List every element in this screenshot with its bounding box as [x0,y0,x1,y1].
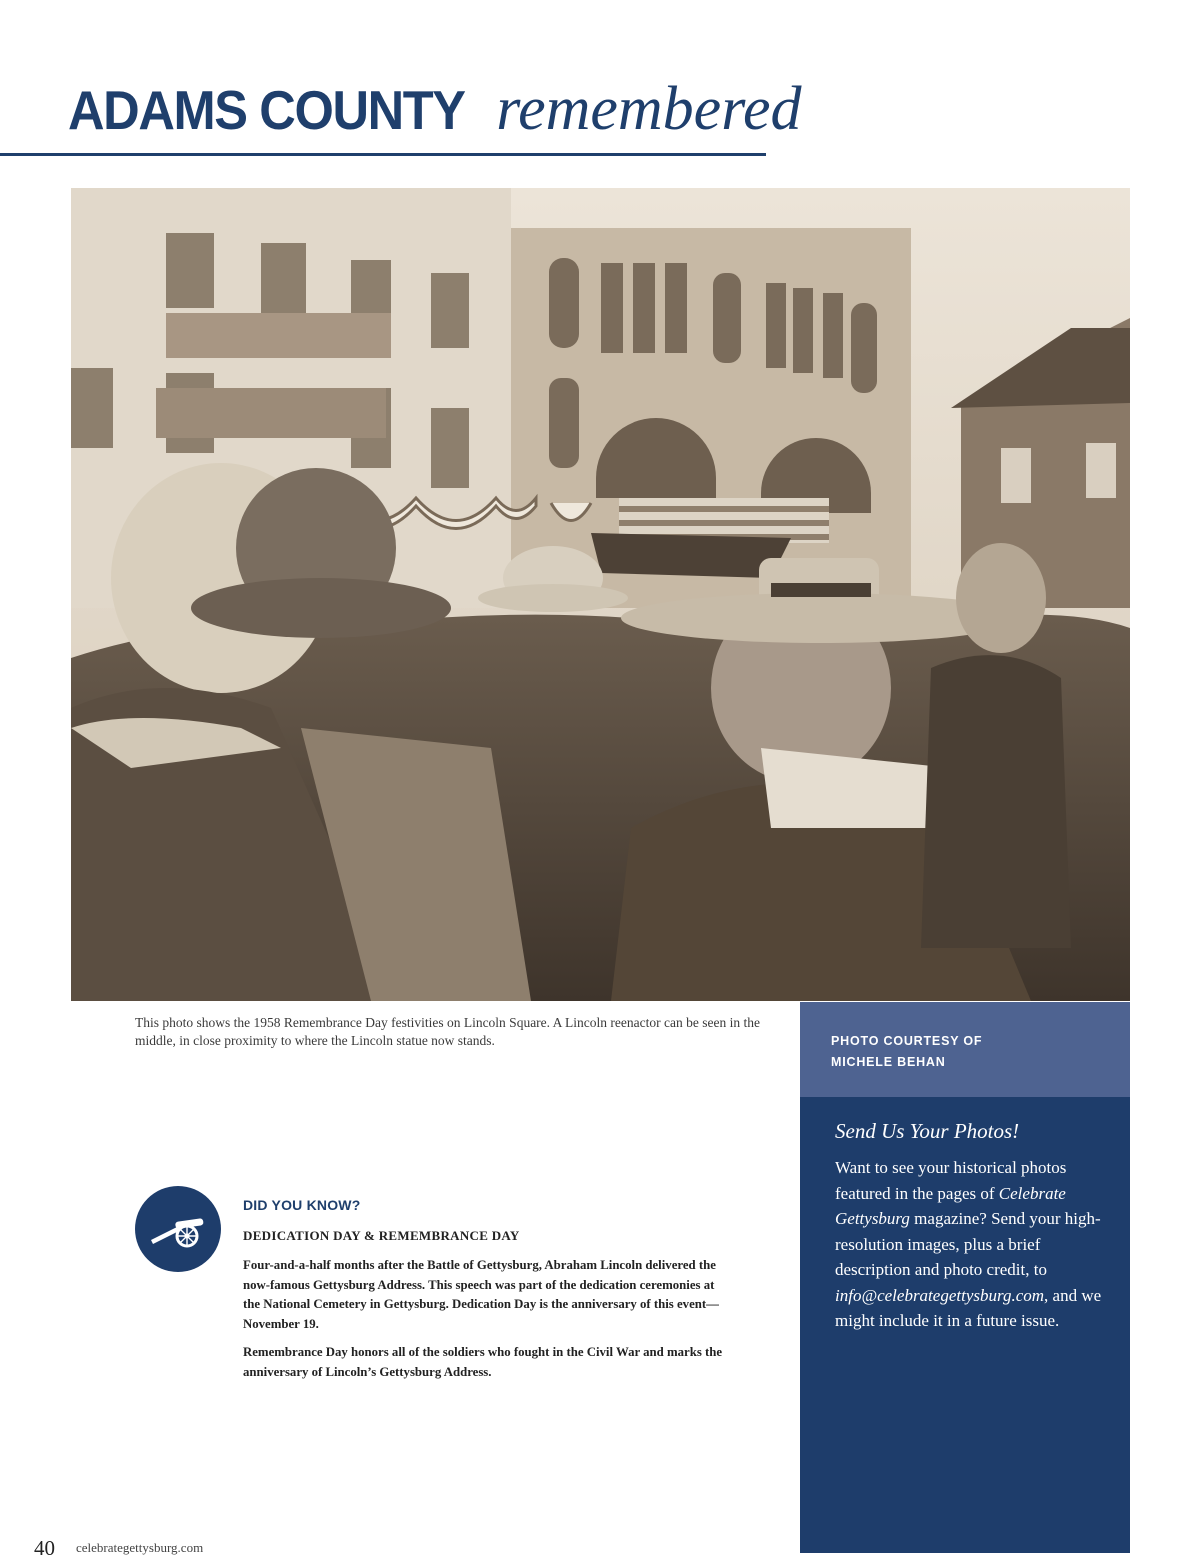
title-bold: ADAMS COUNTY [68,79,465,141]
sidebar-body-3: , and we might include it in a future issue. [835,1285,1102,1330]
credit-line-1: PHOTO COURTESY OF [831,1034,983,1048]
send-photos-sidebar [800,1097,1130,1553]
title-italic: remembered [496,75,802,143]
sidebar-body [835,1155,1115,1334]
page-title [68,74,802,145]
did-you-know-paragraph-1: Four-and-a-half months after the Battle of Gettysburg, Abraham Lincoln delivered the now-famous Gettysburg Address. This speech was part of the dedication ceremonies at the National Cemetery in Gettysburg. Dedication Day is the anniversary of this event—November 19. [243,1258,719,1331]
sidebar-title: Send Us Your Photos! [835,1119,1020,1143]
photo-caption: This photo shows the 1958 Remembrance Day festivities on Lincoln Square. A Lincoln reenactor can be seen in the middle, in close proximity to where the Lincoln statue now stands. [135,1015,760,1048]
photo-credit-box [800,1002,1130,1097]
sidebar-body-1: Want to see your historical photos featured in the pages of [835,1158,1067,1203]
header-rule [0,153,766,156]
did-you-know-heading: DID YOU KNOW? [243,1197,361,1213]
did-you-know-paragraph-2: Remembrance Day honors all of the soldiers who fought in the Civil War and marks the anniversary of Lincoln’s Gettysburg Address. [243,1345,723,1379]
magazine-name: Celebrate Gettysburg [835,1183,1066,1228]
cannon-icon [135,1186,221,1272]
historic-photo [71,188,1130,1001]
did-you-know-subheading: DEDICATION DAY & REMEMBRANCE DAY [243,1228,520,1243]
photo-credit [831,1031,982,1073]
sidebar-body-2: magazine? Send your high-resolution images, plus a brief description and photo credit, to [835,1209,1101,1279]
footer-site: celebrategettysburg.com [76,1540,204,1555]
page-number: 40 [34,1536,55,1560]
email-link[interactable]: info@celebrategettysburg.com [835,1285,1045,1305]
credit-line-2: MICHELE BEHAN [831,1055,946,1069]
